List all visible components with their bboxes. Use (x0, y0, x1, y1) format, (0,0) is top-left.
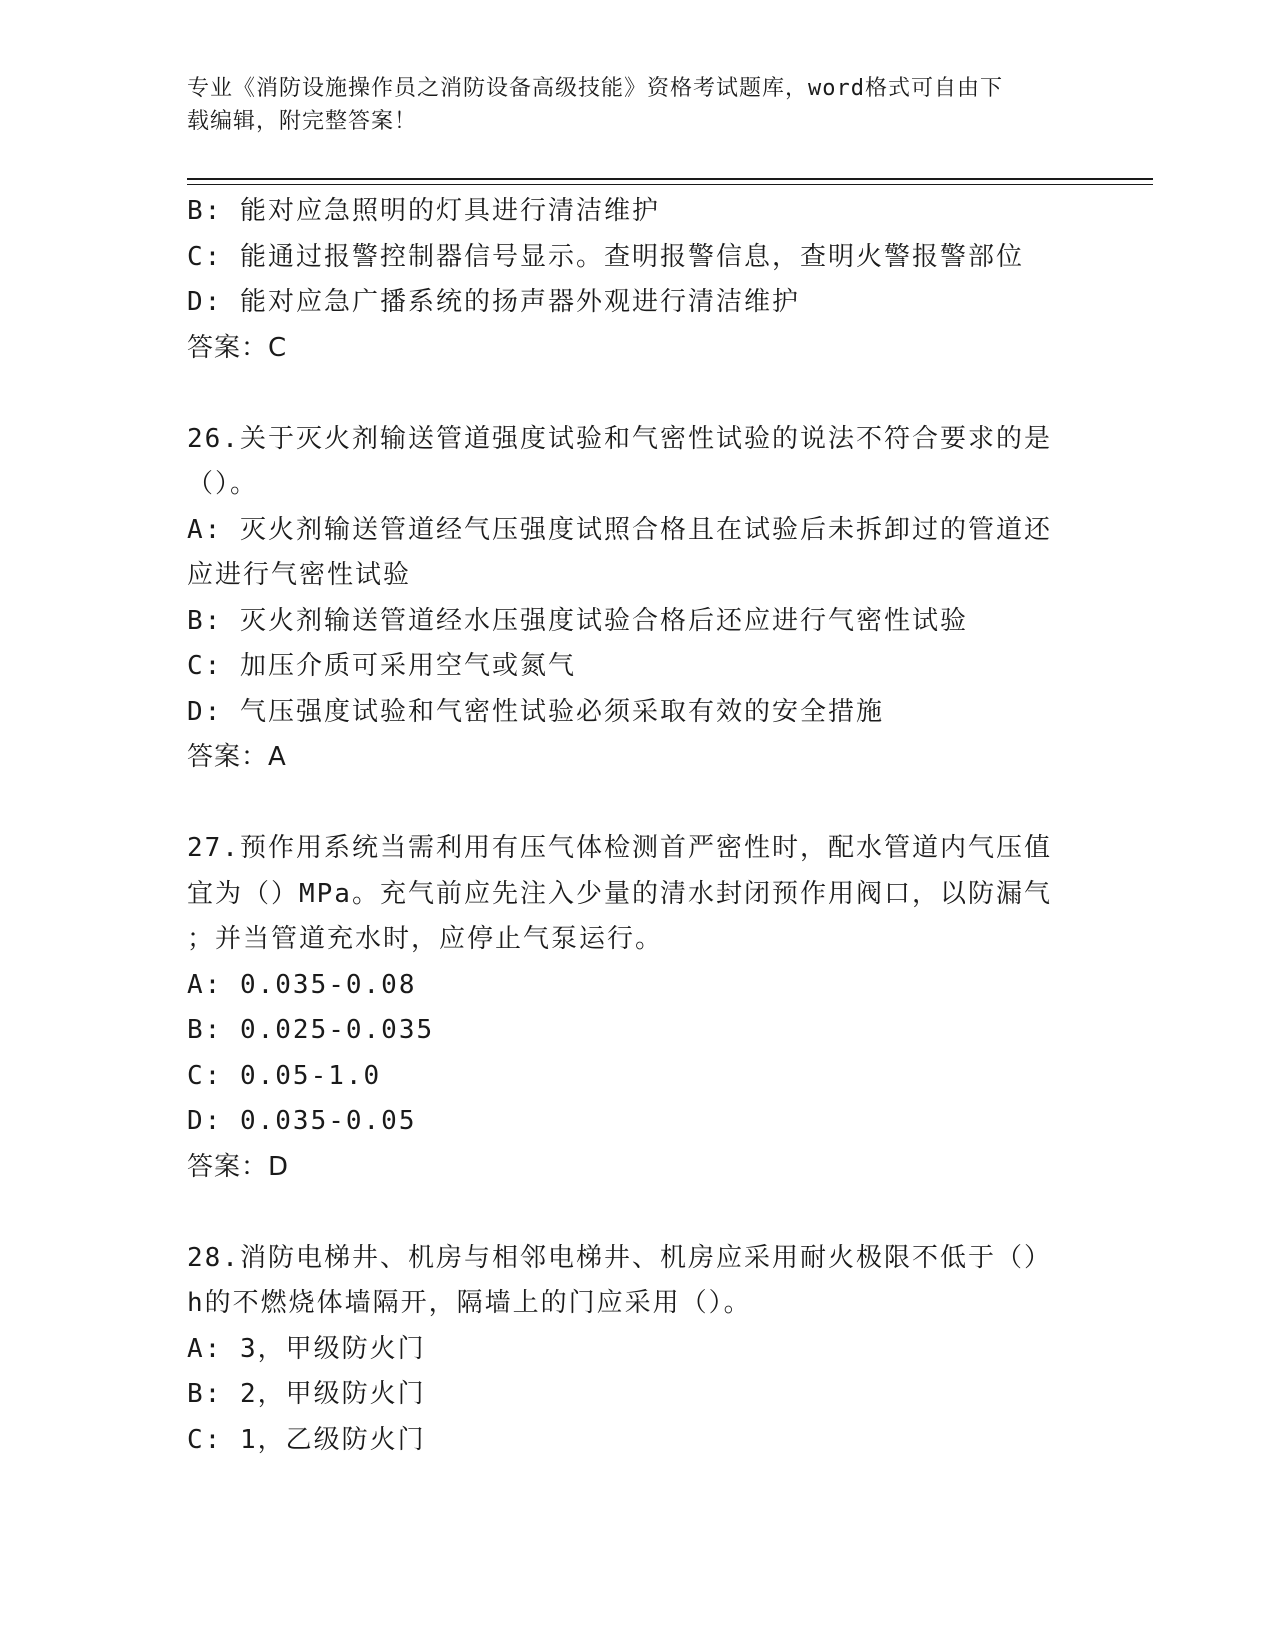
q26-option-c: C: 加压介质可采用空气或氮气 (187, 651, 576, 681)
question-26-block (187, 417, 1087, 781)
q27-option-b: B: 0.025-0.035 (187, 1015, 435, 1045)
q26-option-d: D: 气压强度试验和气密性试验必须采取有效的安全措施 (187, 696, 884, 727)
q26-option-a-line-1: A: 灭火剂输送管道经气压强度试照合格且在试验后未拆卸过的管道还 (187, 514, 1052, 545)
q27-stem-line-2: 宜为（）MPa。充气前应先注入少量的清水封闭预作用阀口，以防漏气 (187, 878, 1052, 909)
q28-option-c: C: 1，乙级防火门 (187, 1424, 426, 1455)
header-line-1: 专业《消防设施操作员之消防设备高级技能》资格考试题库，word格式可自由下 (187, 76, 1003, 101)
prev-option-d: D: 能对应急广播系统的扬声器外观进行清洁维护 (187, 287, 800, 317)
spacer (187, 371, 1087, 417)
q26-option-a-line-2: 应进行气密性试验 (187, 560, 412, 590)
q26-stem-line-2: （）。 (187, 469, 259, 499)
page-header (187, 72, 1087, 138)
q27-stem-line-3: ；并当管道充水时，应停止气泵运行。 (187, 924, 664, 954)
prev-question-block (187, 189, 1087, 371)
spacer (187, 781, 1087, 827)
q28-option-a: A: 3，甲级防火门 (187, 1333, 426, 1364)
header-divider-thick (187, 178, 1153, 180)
q26-answer: 答案：A (187, 742, 287, 772)
question-content (187, 189, 1087, 1463)
spacer (187, 1190, 1087, 1236)
q27-option-d: D: 0.035-0.05 (187, 1106, 417, 1136)
header-line-2: 载编辑，附完整答案！ (187, 109, 418, 134)
q28-stem-line-1: 28.消防电梯井、机房与相邻电梯井、机房应采用耐火极限不低于（） (187, 1242, 1052, 1273)
prev-answer: 答案：C (187, 332, 288, 363)
q27-option-a: A: 0.035-0.08 (187, 969, 417, 1000)
q26-option-b: B: 灭火剂输送管道经水压强度试验合格后还应进行气密性试验 (187, 605, 968, 636)
question-27-block (187, 826, 1087, 1190)
prev-option-c: C: 能通过报警控制器信号显示。查明报警信息，查明火警报警部位 (187, 241, 1024, 272)
q28-option-b: B: 2，甲级防火门 (187, 1379, 426, 1409)
question-28-block (187, 1236, 1087, 1464)
q27-answer: 答案：D (187, 1151, 290, 1182)
q27-option-c: C: 0.05-1.0 (187, 1060, 382, 1091)
q26-stem-line-1: 26.关于灭火剂输送管道强度试验和气密性试验的说法不符合要求的是 (187, 423, 1052, 454)
header-divider-thin (187, 184, 1153, 185)
q28-stem-line-2: h的不燃烧体墙隔开，隔墙上的门应采用（）。 (187, 1288, 752, 1318)
prev-option-b: B: 能对应急照明的灯具进行清洁维护 (187, 196, 660, 226)
q27-stem-line-1: 27.预作用系统当需利用有压气体检测首严密性时，配水管道内气压值 (187, 833, 1052, 863)
